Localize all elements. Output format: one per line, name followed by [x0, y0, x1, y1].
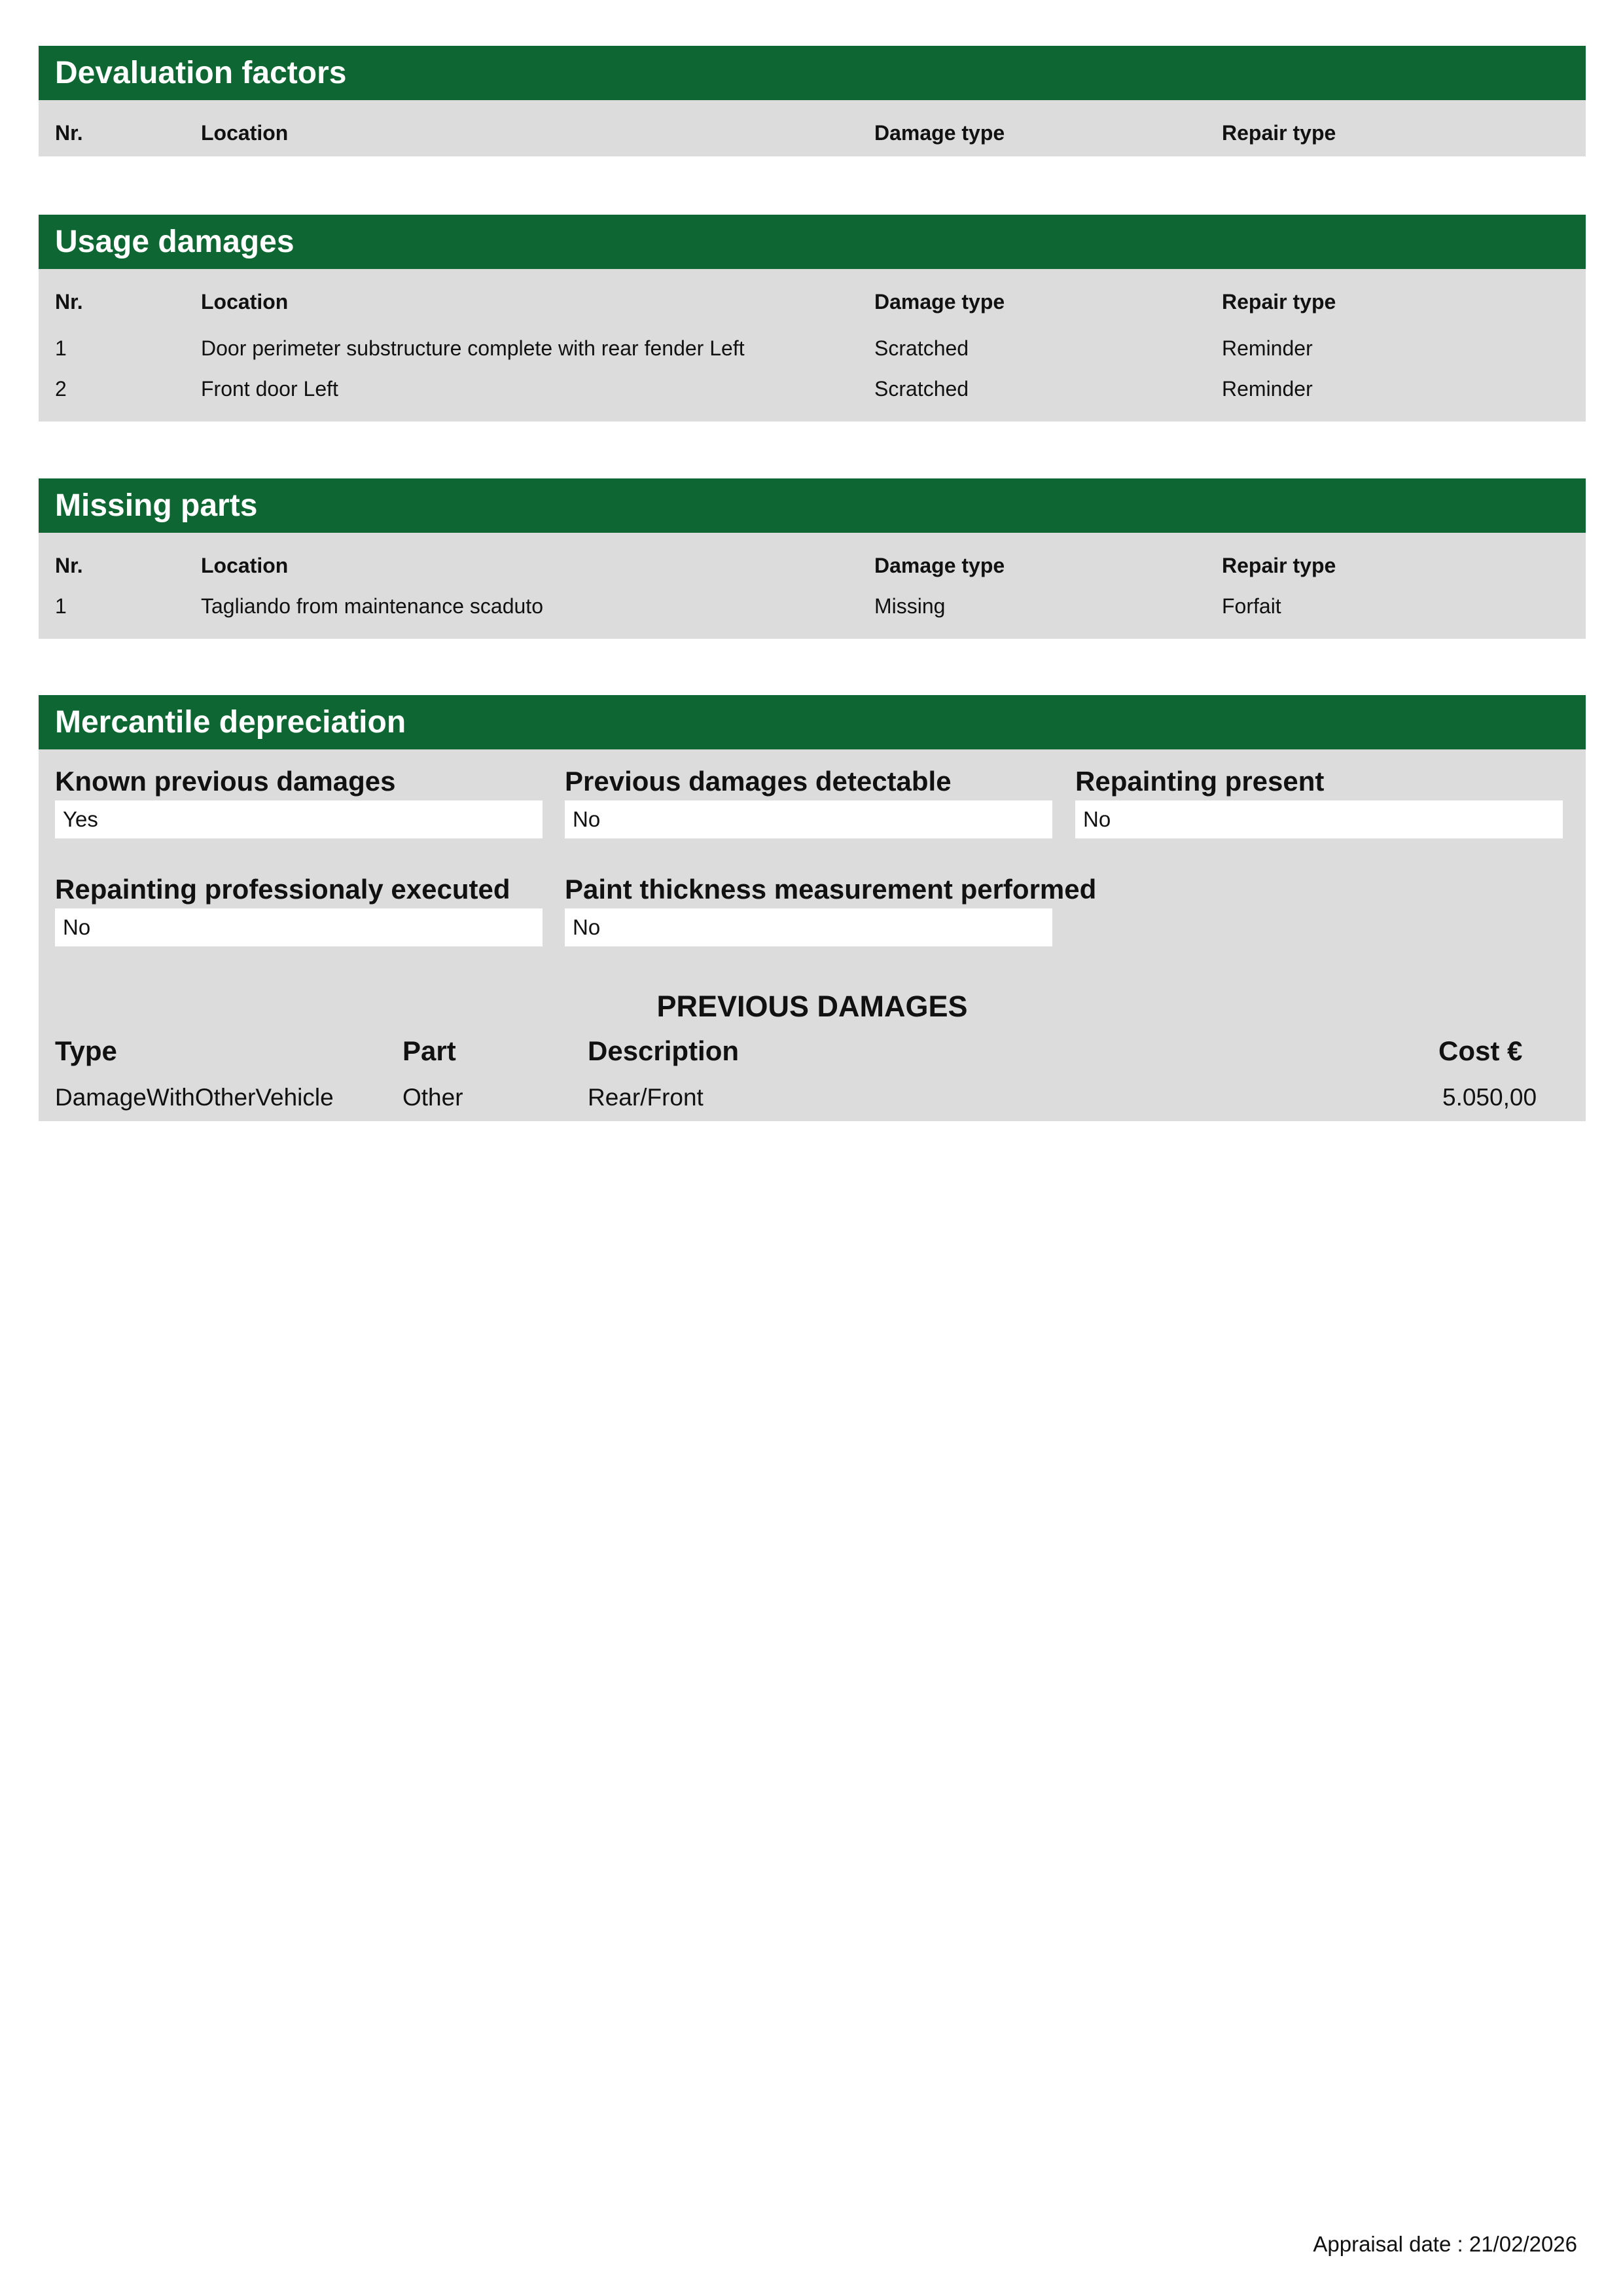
previous-damages-title: PREVIOUS DAMAGES: [656, 990, 968, 1023]
missing-parts-section: [39, 478, 1586, 639]
devaluation-factors-section: [39, 46, 1586, 156]
row-location: Front door Left: [201, 377, 338, 401]
usage-damages-section: [39, 215, 1586, 422]
repainting-present-field: [1075, 764, 1563, 838]
row-repair-type: Forfait: [1222, 594, 1281, 618]
table-header-row: [39, 100, 1586, 156]
row-nr: 1: [55, 336, 67, 360]
row-damage-type: Missing: [874, 594, 946, 618]
paint-thickness-measurement-field: [565, 872, 1097, 946]
repainting-professionaly-executed-field: [55, 872, 543, 946]
row-nr: 2: [55, 377, 67, 401]
table-row: [39, 1074, 1586, 1121]
row-type: DamageWithOtherVehicle: [55, 1084, 334, 1111]
field-label: Previous damages detectable: [565, 766, 952, 797]
col-header-repair-type: Repair type: [1222, 553, 1336, 577]
col-header-repair-type: Repair type: [1222, 289, 1336, 314]
repainting-present-value: No: [1075, 800, 1563, 838]
previous-damages-detectable-value: No: [565, 800, 1052, 838]
col-header-nr: Nr.: [55, 553, 83, 577]
mercantile-depreciation-title: Mercantile depreciation: [39, 695, 1586, 749]
col-header-nr: Nr.: [55, 289, 83, 314]
field-label: Known previous damages: [55, 766, 396, 797]
usage-damages-title: Usage damages: [39, 215, 1586, 269]
col-header-location: Location: [201, 120, 289, 145]
col-header-part: Part: [402, 1035, 456, 1066]
known-previous-damages-field: [55, 764, 543, 838]
previous-damages-detectable-field: [565, 764, 1052, 838]
col-header-nr: Nr.: [55, 120, 83, 145]
col-header-damage-type: Damage type: [874, 120, 1005, 145]
repainting-professionaly-executed-value: No: [55, 908, 543, 946]
missing-parts-title: Missing parts: [39, 478, 1586, 533]
paint-thickness-measurement-value: No: [565, 908, 1052, 946]
row-location: Door perimeter substructure complete with rear fender Left: [201, 336, 745, 360]
col-header-location: Location: [201, 289, 289, 314]
row-nr: 1: [55, 594, 67, 618]
col-header-location: Location: [201, 553, 289, 577]
row-location: Tagliando from maintenance scaduto: [201, 594, 543, 618]
mercantile-depreciation-section: [39, 695, 1586, 1121]
row-damage-type: Scratched: [874, 336, 969, 360]
field-label: Paint thickness measurement performed: [565, 874, 1097, 905]
field-label: Repainting professionaly executed: [55, 874, 510, 905]
mercantile-fields: [39, 749, 1586, 985]
col-header-damage-type: Damage type: [874, 553, 1005, 577]
col-header-damage-type: Damage type: [874, 289, 1005, 314]
table-row: [39, 325, 1586, 372]
col-header-repair-type: Repair type: [1222, 120, 1336, 145]
table-header-row: [39, 533, 1586, 589]
devaluation-factors-table: [39, 100, 1586, 156]
missing-parts-table: [39, 533, 1586, 639]
row-repair-type: Reminder: [1222, 377, 1313, 401]
table-header-row: [39, 1028, 1586, 1074]
known-previous-damages-value: Yes: [55, 800, 543, 838]
col-header-type: Type: [55, 1035, 117, 1066]
col-header-cost: Cost €: [1438, 1035, 1523, 1066]
row-part: Other: [402, 1084, 463, 1111]
col-header-description: Description: [588, 1035, 740, 1066]
row-damage-type: Scratched: [874, 377, 969, 401]
field-label: Repainting present: [1075, 766, 1325, 797]
table-row: [39, 589, 1586, 639]
table-header-row: [39, 269, 1586, 325]
table-row: [39, 372, 1586, 422]
previous-damages-table: [39, 1028, 1586, 1121]
usage-damages-table: [39, 269, 1586, 422]
row-repair-type: Reminder: [1222, 336, 1313, 360]
row-description: Rear/Front: [588, 1084, 704, 1111]
appraisal-date: Appraisal date : 21/02/2026: [1313, 2232, 1577, 2256]
row-cost: 5.050,00: [1442, 1084, 1537, 1111]
devaluation-factors-title: Devaluation factors: [39, 46, 1586, 100]
